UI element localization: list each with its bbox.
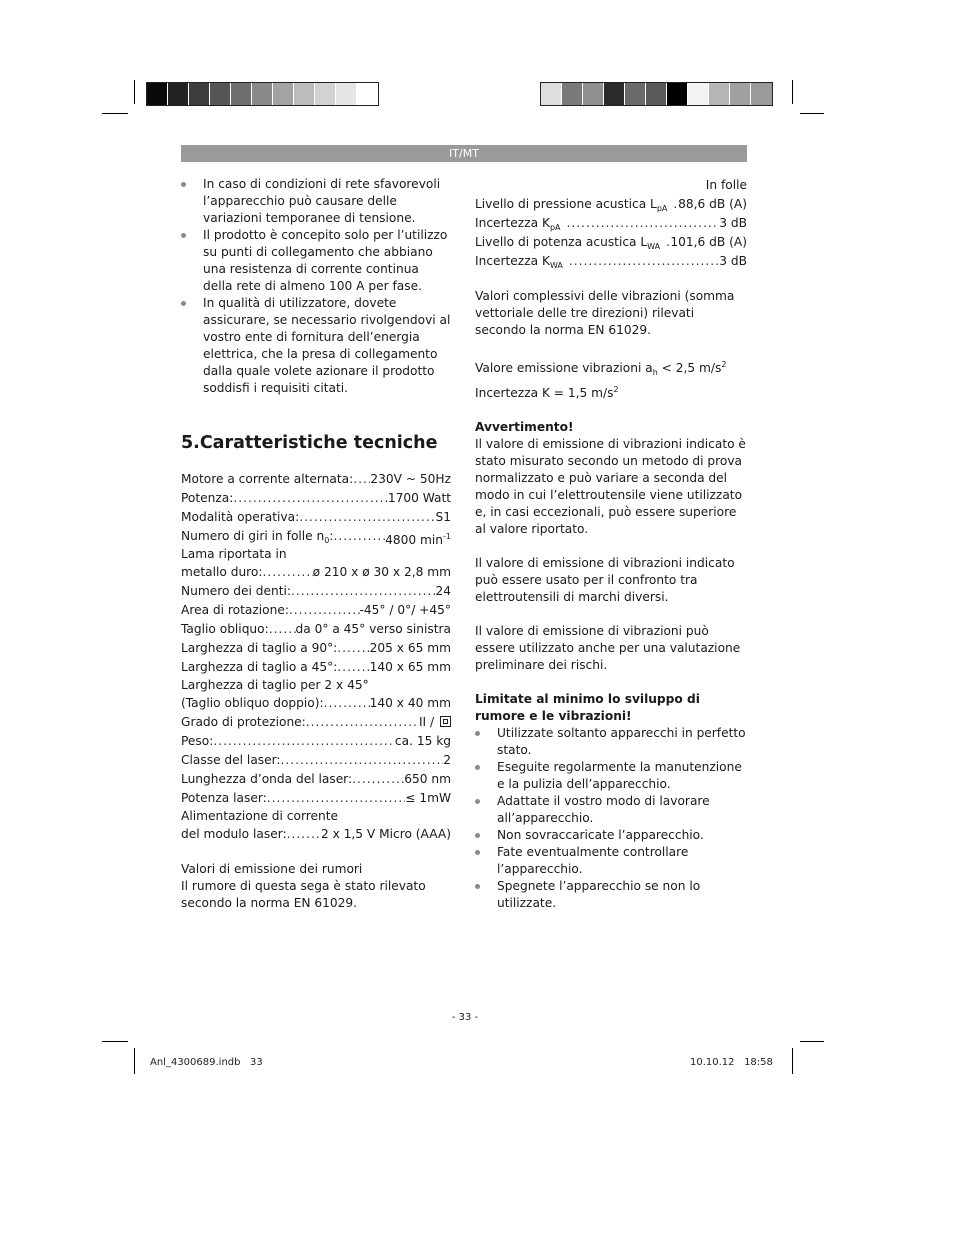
spec-row-lunghezza-onda: Lunghezza d’onda del laser: ..... 650 nm xyxy=(181,770,451,789)
color-swatch xyxy=(168,83,189,105)
vibration-values xyxy=(475,356,747,402)
crop-mark xyxy=(792,80,793,104)
warning-paragraph: Il valore di emissione di vibrazioni indicato può essere usato per il confronto tra elettroutensili di marchi diversi. xyxy=(475,556,735,604)
color-swatch xyxy=(730,83,751,105)
crop-mark xyxy=(134,1048,135,1074)
spec-row-lama: metallo duro: ..... ø 210 x ø 30 x 2,8 mm xyxy=(181,563,451,582)
color-swatch xyxy=(625,83,646,105)
color-swatch xyxy=(688,83,709,105)
list-item: Utilizzate soltanto apparecchi in perfetto stato. xyxy=(475,725,747,759)
list-item: Non sovraccaricate l’apparecchio. xyxy=(475,827,747,844)
color-swatch xyxy=(541,83,562,105)
right-column xyxy=(475,176,747,912)
limit-list xyxy=(475,725,747,912)
color-swatch xyxy=(189,83,210,105)
color-swatch xyxy=(315,83,336,105)
in-folle-label: In folle xyxy=(705,178,747,192)
spec-row-motore: Motore a corrente alternata: ..... 230V ~ 50Hz xyxy=(181,470,451,489)
color-swatch xyxy=(252,83,273,105)
requirements-list xyxy=(181,176,451,397)
footer-date: 10.10.12 18:58 xyxy=(690,1057,773,1068)
list-item: Eseguite regolarmente la manutenzione e la pulizia dell’apparecchio. xyxy=(475,759,747,793)
color-swatch xyxy=(646,83,667,105)
spec-row-alimentazione: del modulo laser: ..... 2 x 1,5 V Micro (AAA) xyxy=(181,825,451,844)
crop-mark xyxy=(102,113,128,114)
vibration-intro: Valori complessivi delle vibrazioni (somma vettoriale delle tre direzioni) rilevati secondo la norma EN 61029. xyxy=(475,289,735,337)
left-column xyxy=(181,176,451,912)
color-swatch xyxy=(604,83,625,105)
spec-row-peso: Peso: ..... ca. 15 kg xyxy=(181,732,451,751)
list-item: Il prodotto è concepito solo per l’utilizzo su punti di collegamento che abbiano una resistenza di corrente continua della rete di almeno 100 A per fase. xyxy=(181,227,451,295)
noise-row-lwa: Livello di potenza acustica $L_{WA}$ ..... 101,6 dB (A) xyxy=(475,233,747,252)
noise-row-kwa: Incertezza $K_{WA}$ ..... 3 dB xyxy=(475,252,747,271)
spec-label-lama: Lama riportata in xyxy=(181,547,287,561)
color-swatch xyxy=(562,83,583,105)
section-title: 5.Caratteristiche tecniche xyxy=(181,433,438,453)
list-item: In caso di condizioni di rete sfavorevoli l’apparecchio può causare delle variazioni temporanee di tensione. xyxy=(181,176,451,227)
warning-section xyxy=(475,419,747,674)
spec-row-classe-laser: Classe del laser: ..... 2 xyxy=(181,751,451,770)
color-calibration-bar-left xyxy=(146,82,379,106)
vibration-uncertainty: Incertezza K = 1,5 $m/s^2$ xyxy=(475,385,619,400)
specs-table xyxy=(181,470,451,844)
crop-mark xyxy=(792,1048,793,1074)
color-swatch xyxy=(709,83,730,105)
color-swatch xyxy=(273,83,294,105)
warning-paragraph: Il valore di emissione di vibrazioni può essere utilizzato anche per una valutazione preliminare dei rischi. xyxy=(475,624,741,672)
spec-row-larghezza-90: Larghezza di taglio a 90°: ..... 205 x 65 mm xyxy=(181,639,451,658)
color-swatch xyxy=(357,83,378,105)
limit-section xyxy=(475,691,747,912)
footer-file-name: Anl_4300689.indb 33 xyxy=(150,1057,263,1068)
spec-row-obliquo: Taglio obliquo: ..... da 0° a 45° verso sinistra xyxy=(181,620,451,639)
spec-row-potenza-laser: Potenza laser: ..... ≤ 1mW xyxy=(181,789,451,808)
vibration-value: Valore emissione vibrazioni $a_h < 2,5$ $m/s^2$ xyxy=(475,360,727,377)
warning-paragraph: Il valore di emissione di vibrazioni indicato è stato misurato secondo un metodo di prova normalizzato e può variare a seconda del modo in cui l’elettroutensile viene utilizzato e, in casi eccezionali, può essere superiore al valore riportato. xyxy=(475,437,746,536)
color-swatch xyxy=(751,83,772,105)
page-number: - 33 - xyxy=(451,1012,479,1023)
color-swatch xyxy=(210,83,231,105)
noise-row-kpa: Incertezza $K_{pA}$ ..... 3 dB xyxy=(475,214,747,233)
language-code: IT/MT xyxy=(449,147,479,160)
color-swatch xyxy=(147,83,168,105)
list-item: Fate eventualmente controllare l’apparecchio. xyxy=(475,844,747,878)
language-header-band xyxy=(181,145,747,162)
crop-mark xyxy=(102,1041,128,1042)
color-swatch xyxy=(667,83,688,105)
spec-row-denti: Numero dei denti: ..... 24 xyxy=(181,582,451,601)
protection-class-ii-icon xyxy=(440,716,451,727)
spec-row-larghezza-45: Larghezza di taglio a 45°: ..... 140 x 65 mm xyxy=(181,658,451,677)
list-item: In qualità di utilizzatore, dovete assicurare, se necessario rivolgendovi al vostro ente di fornitura dell’energia elettrica, che la presa di collegamento dalla quale volete azionare il prodotto soddisfi i requisiti citati. xyxy=(181,295,451,397)
crop-mark xyxy=(800,1041,824,1042)
spec-row-potenza: Potenza: ..... 1700 Watt xyxy=(181,489,451,508)
spec-label-larghezza-2x45: Larghezza di taglio per 2 x 45° xyxy=(181,678,369,692)
noise-row-lpa: Livello di pressione acustica $L_{pA}$ ..... 88,6 dB (A) xyxy=(475,195,747,214)
spec-row-modalita: Modalità operativa: ..... S1 xyxy=(181,508,451,527)
list-item: Adattate il vostro modo di lavorare all’apparecchio. xyxy=(475,793,747,827)
spec-row-protezione: Grado di protezione: ..... II / xyxy=(181,713,451,732)
spec-row-larghezza-2x45: (Taglio obliquo doppio): ..... 140 x 40 mm xyxy=(181,694,451,713)
noise-title: Valori di emissione dei rumori xyxy=(181,862,363,876)
spec-label-alimentazione: Alimentazione di corrente xyxy=(181,809,338,823)
crop-mark xyxy=(134,80,135,104)
spec-row-area: Area di rotazione: ..... -45° / 0°/ +45° xyxy=(181,601,451,620)
spec-row-giri: Numero di giri in folle $n_0$: ..... 4800 $\min^{-1}$ xyxy=(181,527,451,546)
noise-text: Il rumore di questa sega è stato rilevato secondo la norma EN 61029. xyxy=(181,879,426,910)
color-swatch xyxy=(231,83,252,105)
limit-title: Limitate al minimo lo sviluppo di rumore e le vibrazioni! xyxy=(475,692,700,723)
color-swatch xyxy=(336,83,357,105)
warning-title: Avvertimento! xyxy=(475,420,574,434)
crop-mark xyxy=(800,113,824,114)
color-calibration-bar-right xyxy=(540,82,773,106)
color-swatch xyxy=(583,83,604,105)
list-item: Spegnete l’apparecchio se non lo utilizzate. xyxy=(475,878,747,912)
color-swatch xyxy=(294,83,315,105)
noise-section xyxy=(181,861,451,912)
